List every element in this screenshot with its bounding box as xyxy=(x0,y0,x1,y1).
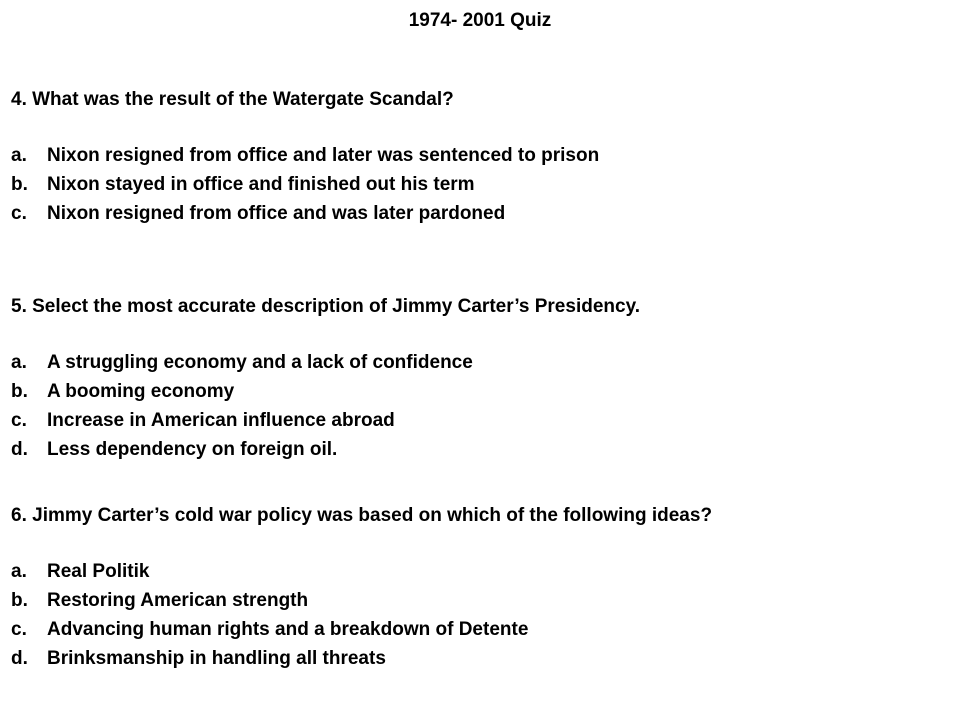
option-text: Nixon stayed in office and finished out his term xyxy=(47,174,475,195)
answer-option-c xyxy=(11,410,640,439)
option-text: Restoring American strength xyxy=(47,590,309,611)
answer-option-b xyxy=(11,381,640,410)
option-text: A struggling economy and a lack of confidence xyxy=(47,352,473,373)
answer-option-d xyxy=(11,439,640,468)
option-letter: a. xyxy=(11,352,27,373)
option-letter: c. xyxy=(11,619,27,640)
question-5 xyxy=(11,296,640,468)
option-text: A booming economy xyxy=(47,381,235,402)
option-text: Real Politik xyxy=(47,561,150,582)
page-title: 1974- 2001 Quiz xyxy=(408,10,552,31)
option-text: Brinksmanship in handling all threats xyxy=(47,648,386,669)
option-text: Nixon resigned from office and later was sentenced to prison xyxy=(47,145,600,166)
question-text: 4. What was the result of the Watergate Scandal? xyxy=(11,89,454,110)
answer-option-b xyxy=(11,590,712,619)
answer-options xyxy=(11,145,599,232)
option-letter: d. xyxy=(11,439,28,460)
option-text: Increase in American influence abroad xyxy=(47,410,395,431)
option-letter: d. xyxy=(11,648,28,669)
option-letter: c. xyxy=(11,410,27,431)
option-text: Advancing human rights and a breakdown of Detente xyxy=(47,619,529,640)
option-text: Less dependency on foreign oil. xyxy=(47,439,338,460)
option-letter: b. xyxy=(11,381,28,402)
question-4 xyxy=(11,89,599,232)
answer-options xyxy=(11,352,640,468)
answer-option-b xyxy=(11,174,599,203)
option-letter: a. xyxy=(11,145,27,166)
option-letter: c. xyxy=(11,203,27,224)
option-letter: a. xyxy=(11,561,27,582)
option-letter: b. xyxy=(11,174,28,195)
question-text: 5. Select the most accurate description of Jimmy Carter’s Presidency. xyxy=(11,296,641,317)
question-6 xyxy=(11,505,712,677)
answer-option-d xyxy=(11,648,712,677)
answer-option-c xyxy=(11,619,712,648)
answer-option-c xyxy=(11,203,599,232)
answer-options xyxy=(11,561,712,677)
answer-option-a xyxy=(11,352,640,381)
question-text: 6. Jimmy Carter’s cold war policy was based on which of the following ideas? xyxy=(11,505,713,526)
option-text: Nixon resigned from office and was later pardoned xyxy=(47,203,506,224)
option-letter: b. xyxy=(11,590,28,611)
answer-option-a xyxy=(11,561,712,590)
answer-option-a xyxy=(11,145,599,174)
